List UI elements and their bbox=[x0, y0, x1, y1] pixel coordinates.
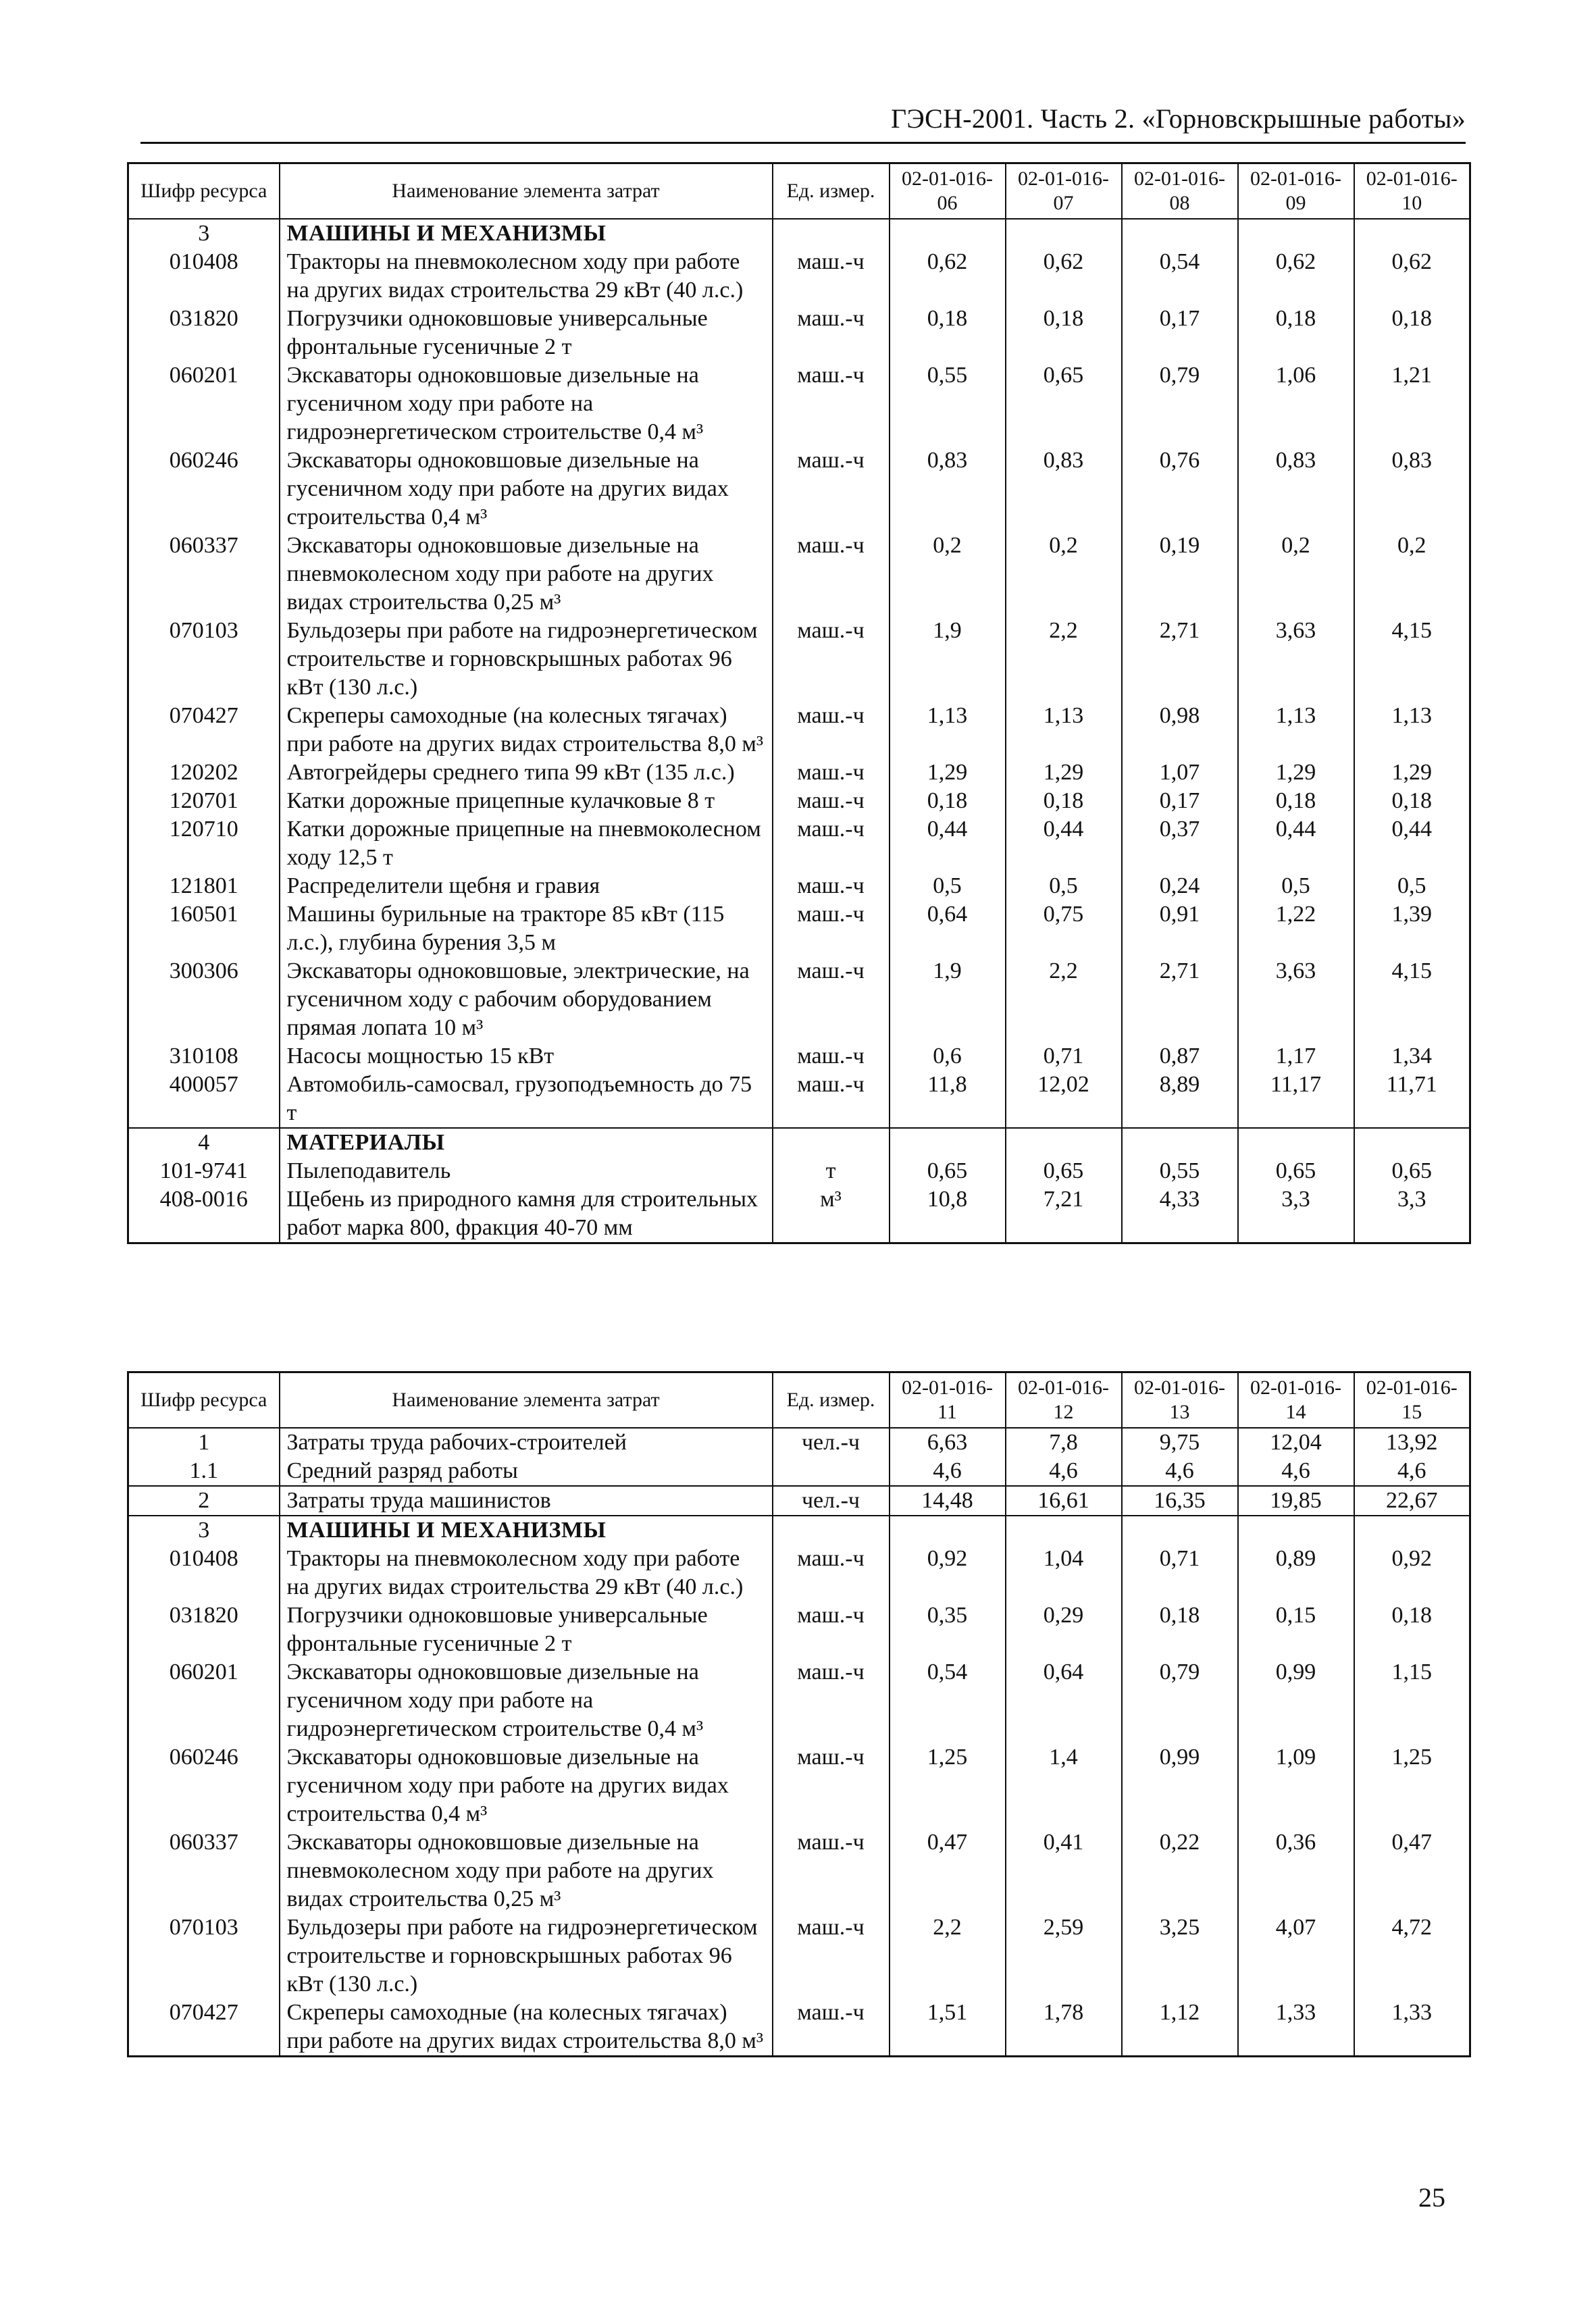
norm-value: 22,67 bbox=[1354, 1486, 1470, 1516]
table-row bbox=[128, 1828, 1470, 1913]
norm-value: 0,98 bbox=[1122, 702, 1238, 759]
norm-value: 0,18 bbox=[1238, 305, 1354, 361]
unit-of-measure: маш.-ч bbox=[773, 702, 890, 759]
norm-value: 1,13 bbox=[1006, 702, 1122, 759]
resource-code: 070103 bbox=[128, 617, 280, 702]
norm-value: 0,18 bbox=[1122, 1601, 1238, 1658]
unit-of-measure: чел.-ч bbox=[773, 1428, 890, 1457]
norm-value: 0,62 bbox=[1354, 248, 1470, 305]
resource-code: 060246 bbox=[128, 1743, 280, 1828]
unit-of-measure: м³ bbox=[773, 1185, 890, 1243]
norm-value: 1,06 bbox=[1238, 361, 1354, 446]
norm-value: 0,83 bbox=[1238, 446, 1354, 532]
norm-value: 0,17 bbox=[1122, 787, 1238, 815]
norm-value: 0,91 bbox=[1122, 900, 1238, 957]
norm-value bbox=[1122, 219, 1238, 248]
resource-code: 120710 bbox=[128, 815, 280, 872]
norm-value: 0,2 bbox=[1238, 532, 1354, 617]
norm-value: 0,44 bbox=[1006, 815, 1122, 872]
norm-value: 0,79 bbox=[1122, 1658, 1238, 1743]
resource-code: 010408 bbox=[128, 1545, 280, 1601]
norm-value: 1,12 bbox=[1122, 1999, 1238, 2057]
norm-value: 1,22 bbox=[1238, 900, 1354, 957]
norm-value: 0,62 bbox=[1006, 248, 1122, 305]
norm-value: 0,79 bbox=[1122, 361, 1238, 446]
resource-code: 060246 bbox=[128, 446, 280, 532]
resource-code: 121801 bbox=[128, 872, 280, 900]
section-row bbox=[128, 1128, 1470, 1157]
norm-value: 1,33 bbox=[1238, 1999, 1354, 2057]
norm-value bbox=[1006, 1516, 1122, 1545]
norm-value bbox=[1238, 219, 1354, 248]
norm-value: 3,63 bbox=[1238, 617, 1354, 702]
norm-value bbox=[1238, 1128, 1354, 1157]
norm-value: 1,51 bbox=[890, 1999, 1006, 2057]
norm-value: 0,89 bbox=[1238, 1545, 1354, 1601]
cost-element-name: МАТЕРИАЛЫ bbox=[280, 1128, 773, 1157]
header-col-5: 02-01-016-10 bbox=[1354, 163, 1470, 220]
norm-value: 16,61 bbox=[1006, 1486, 1122, 1516]
norm-value: 0,55 bbox=[890, 361, 1006, 446]
norm-value: 0,47 bbox=[1354, 1828, 1470, 1913]
unit-of-measure: маш.-ч bbox=[773, 957, 890, 1042]
table-row bbox=[128, 1428, 1470, 1457]
unit-of-measure: маш.-ч bbox=[773, 900, 890, 957]
table-row bbox=[128, 1999, 1470, 2057]
unit-of-measure bbox=[773, 1128, 890, 1157]
norm-value: 11,8 bbox=[890, 1071, 1006, 1128]
cost-element-name: Погрузчики одноковшовые универсальные фронтальные гусеничные 2 т bbox=[280, 305, 773, 361]
cost-element-name: Катки дорожные прицепные кулачковые 8 т bbox=[280, 787, 773, 815]
norm-value: 0,55 bbox=[1122, 1157, 1238, 1185]
norm-value: 0,44 bbox=[1354, 815, 1470, 872]
resource-code: 1.1 bbox=[128, 1457, 280, 1486]
cost-element-name: Экскаваторы одноковшовые дизельные на гусеничном ходу при работе на других видах строительства 0,4 м³ bbox=[280, 446, 773, 532]
norm-value: 0,15 bbox=[1238, 1601, 1354, 1658]
norm-value: 0,54 bbox=[890, 1658, 1006, 1743]
cost-element-name: Экскаваторы одноковшовые дизельные на гусеничном ходу при работе на гидроэнергетическом строительстве 0,4 м³ bbox=[280, 361, 773, 446]
norm-value: 1,33 bbox=[1354, 1999, 1470, 2057]
norm-value: 1,15 bbox=[1354, 1658, 1470, 1743]
norm-value: 0,6 bbox=[890, 1042, 1006, 1071]
cost-element-name: Экскаваторы одноковшовые дизельные на гусеничном ходу при работе на гидроэнергетическом строительстве 0,4 м³ bbox=[280, 1658, 773, 1743]
norm-value bbox=[1006, 219, 1122, 248]
resource-code: 400057 bbox=[128, 1071, 280, 1128]
norm-value: 1,13 bbox=[1238, 702, 1354, 759]
norm-value bbox=[1122, 1516, 1238, 1545]
cost-element-name: Экскаваторы одноковшовые, электрические, на гусеничном ходу с рабочим оборудованием прямая лопата 10 м³ bbox=[280, 957, 773, 1042]
resource-code: 120202 bbox=[128, 759, 280, 787]
table-row bbox=[128, 532, 1470, 617]
unit-of-measure: маш.-ч bbox=[773, 1071, 890, 1128]
norm-value: 4,6 bbox=[1122, 1457, 1238, 1486]
header-name: Наименование элемента затрат bbox=[280, 163, 773, 220]
norm-value: 0,18 bbox=[1006, 305, 1122, 361]
table-row bbox=[128, 305, 1470, 361]
cost-element-name: Экскаваторы одноковшовые дизельные на пневмоколесном ходу при работе на других видах строительства 0,25 м³ bbox=[280, 1828, 773, 1913]
unit-of-measure: маш.-ч bbox=[773, 872, 890, 900]
table-row bbox=[128, 1601, 1470, 1658]
norm-value: 10,8 bbox=[890, 1185, 1006, 1243]
norm-value: 1,9 bbox=[890, 957, 1006, 1042]
norms-table-2 bbox=[127, 1371, 1471, 2057]
norm-value bbox=[1006, 1128, 1122, 1157]
resource-code: 2 bbox=[128, 1486, 280, 1516]
table-row bbox=[128, 787, 1470, 815]
table-row bbox=[128, 1157, 1470, 1185]
unit-of-measure: маш.-ч bbox=[773, 617, 890, 702]
unit-of-measure: маш.-ч bbox=[773, 815, 890, 872]
table-body bbox=[128, 219, 1470, 1243]
cost-element-name: Скреперы самоходные (на колесных тягачах) при работе на других видах строительства 8,0 м³ bbox=[280, 1999, 773, 2057]
cost-element-name: Автогрейдеры среднего типа 99 кВт (135 л.с.) bbox=[280, 759, 773, 787]
table-header-row bbox=[128, 1372, 1470, 1429]
resource-code: 408-0016 bbox=[128, 1185, 280, 1243]
unit-of-measure: чел.-ч bbox=[773, 1486, 890, 1516]
norm-value: 0,92 bbox=[1354, 1545, 1470, 1601]
norm-value: 1,29 bbox=[1354, 759, 1470, 787]
norm-value: 2,2 bbox=[1006, 617, 1122, 702]
unit-of-measure: маш.-ч bbox=[773, 1601, 890, 1658]
norm-value: 1,25 bbox=[890, 1743, 1006, 1828]
norm-value: 0,18 bbox=[890, 787, 1006, 815]
cost-element-name: Щебень из природного камня для строительных работ марка 800, фракция 40-70 мм bbox=[280, 1185, 773, 1243]
cost-element-name: Затраты труда рабочих-строителей bbox=[280, 1428, 773, 1457]
norm-value: 0,83 bbox=[1354, 446, 1470, 532]
resource-code: 070103 bbox=[128, 1913, 280, 1999]
norm-value: 0,18 bbox=[1006, 787, 1122, 815]
resource-code: 120701 bbox=[128, 787, 280, 815]
norm-value: 4,15 bbox=[1354, 957, 1470, 1042]
header-unit: Ед. измер. bbox=[773, 1372, 890, 1429]
norm-value: 0,22 bbox=[1122, 1828, 1238, 1913]
table-row bbox=[128, 1071, 1470, 1128]
norm-value: 6,63 bbox=[890, 1428, 1006, 1457]
cost-element-name: Средний разряд работы bbox=[280, 1457, 773, 1486]
norm-value bbox=[1122, 1128, 1238, 1157]
running-header: ГЭСН-2001. Часть 2. «Горновскрышные работы» bbox=[890, 103, 1466, 134]
norm-value: 0,99 bbox=[1122, 1743, 1238, 1828]
norm-value bbox=[890, 1516, 1006, 1545]
norm-value: 12,02 bbox=[1006, 1071, 1122, 1128]
norm-value: 0,47 bbox=[890, 1828, 1006, 1913]
norm-value: 0,41 bbox=[1006, 1828, 1122, 1913]
norm-value: 0,24 bbox=[1122, 872, 1238, 900]
unit-of-measure: маш.-ч bbox=[773, 1999, 890, 2057]
header-col-3: 02-01-016-13 bbox=[1122, 1372, 1238, 1429]
unit-of-measure bbox=[773, 219, 890, 248]
norm-value: 4,33 bbox=[1122, 1185, 1238, 1243]
norm-value: 0,2 bbox=[1006, 532, 1122, 617]
resource-code: 070427 bbox=[128, 702, 280, 759]
norm-value: 0,54 bbox=[1122, 248, 1238, 305]
table-row bbox=[128, 702, 1470, 759]
norm-value: 1,25 bbox=[1354, 1743, 1470, 1828]
resource-code: 031820 bbox=[128, 305, 280, 361]
cost-element-name: Насосы мощностью 15 кВт bbox=[280, 1042, 773, 1071]
header-unit: Ед. измер. bbox=[773, 163, 890, 220]
unit-of-measure: маш.-ч bbox=[773, 1658, 890, 1743]
norm-value: 0,18 bbox=[890, 305, 1006, 361]
norm-value: 0,29 bbox=[1006, 1601, 1122, 1658]
page-number: 25 bbox=[1418, 2182, 1445, 2213]
header-code: Шифр ресурса bbox=[128, 163, 280, 220]
resource-code: 4 bbox=[128, 1128, 280, 1157]
norm-value: 1,17 bbox=[1238, 1042, 1354, 1071]
cost-element-name: Тракторы на пневмоколесном ходу при работе на других видах строительства 29 кВт (40 л.с.) bbox=[280, 248, 773, 305]
norm-value: 4,15 bbox=[1354, 617, 1470, 702]
unit-of-measure bbox=[773, 1516, 890, 1545]
norm-value: 11,71 bbox=[1354, 1071, 1470, 1128]
header-code: Шифр ресурса bbox=[128, 1372, 280, 1429]
norm-value: 2,71 bbox=[1122, 957, 1238, 1042]
table-row bbox=[128, 361, 1470, 446]
norm-value: 9,75 bbox=[1122, 1428, 1238, 1457]
cost-element-name: Погрузчики одноковшовые универсальные фронтальные гусеничные 2 т bbox=[280, 1601, 773, 1658]
header-rule bbox=[140, 142, 1466, 144]
header-col-4: 02-01-016-14 bbox=[1238, 1372, 1354, 1429]
table-header-row bbox=[128, 163, 1470, 220]
norm-value: 3,3 bbox=[1238, 1185, 1354, 1243]
unit-of-measure: маш.-ч bbox=[773, 787, 890, 815]
cost-element-name: Автомобиль-самосвал, грузоподъемность до 75 т bbox=[280, 1071, 773, 1128]
norm-value: 12,04 bbox=[1238, 1428, 1354, 1457]
norm-value: 0,71 bbox=[1122, 1545, 1238, 1601]
table-row bbox=[128, 759, 1470, 787]
norm-value: 13,92 bbox=[1354, 1428, 1470, 1457]
norm-value: 0,75 bbox=[1006, 900, 1122, 957]
norm-value: 0,2 bbox=[890, 532, 1006, 617]
norm-value: 1,29 bbox=[890, 759, 1006, 787]
norm-value: 0,5 bbox=[1006, 872, 1122, 900]
norm-value: 0,5 bbox=[890, 872, 1006, 900]
norm-value: 1,34 bbox=[1354, 1042, 1470, 1071]
unit-of-measure: маш.-ч bbox=[773, 361, 890, 446]
norm-value: 2,71 bbox=[1122, 617, 1238, 702]
norm-value bbox=[890, 219, 1006, 248]
norm-value: 1,09 bbox=[1238, 1743, 1354, 1828]
norm-value: 0,35 bbox=[890, 1601, 1006, 1658]
cost-element-name: МАШИНЫ И МЕХАНИЗМЫ bbox=[280, 219, 773, 248]
norm-value: 3,3 bbox=[1354, 1185, 1470, 1243]
norm-value: 0,44 bbox=[890, 815, 1006, 872]
table-row bbox=[128, 1913, 1470, 1999]
norm-value: 0,18 bbox=[1354, 1601, 1470, 1658]
norm-value: 0,92 bbox=[890, 1545, 1006, 1601]
unit-of-measure: маш.-ч bbox=[773, 1913, 890, 1999]
norm-value: 0,64 bbox=[890, 900, 1006, 957]
header-name: Наименование элемента затрат bbox=[280, 1372, 773, 1429]
resource-code: 160501 bbox=[128, 900, 280, 957]
norm-value: 0,65 bbox=[1006, 361, 1122, 446]
norm-value: 7,8 bbox=[1006, 1428, 1122, 1457]
unit-of-measure: маш.-ч bbox=[773, 248, 890, 305]
norm-value: 1,39 bbox=[1354, 900, 1470, 957]
norm-value: 0,76 bbox=[1122, 446, 1238, 532]
header-col-2: 02-01-016-07 bbox=[1006, 163, 1122, 220]
norm-value: 3,25 bbox=[1122, 1913, 1238, 1999]
table-row bbox=[128, 1658, 1470, 1743]
table-row bbox=[128, 1457, 1470, 1486]
table-row bbox=[128, 248, 1470, 305]
unit-of-measure: маш.-ч bbox=[773, 759, 890, 787]
table-row bbox=[128, 815, 1470, 872]
norm-value: 0,62 bbox=[890, 248, 1006, 305]
resource-code: 060337 bbox=[128, 532, 280, 617]
norm-value: 4,07 bbox=[1238, 1913, 1354, 1999]
norm-value: 0,44 bbox=[1238, 815, 1354, 872]
table-row bbox=[128, 900, 1470, 957]
unit-of-measure: маш.-ч bbox=[773, 1545, 890, 1601]
norm-value: 3,63 bbox=[1238, 957, 1354, 1042]
cost-element-name: Распределители щебня и гравия bbox=[280, 872, 773, 900]
table-row bbox=[128, 1185, 1470, 1243]
resource-code: 060337 bbox=[128, 1828, 280, 1913]
resource-code: 060201 bbox=[128, 1658, 280, 1743]
norm-value: 0,87 bbox=[1122, 1042, 1238, 1071]
table-row bbox=[128, 1042, 1470, 1071]
norm-value: 19,85 bbox=[1238, 1486, 1354, 1516]
norm-value: 4,72 bbox=[1354, 1913, 1470, 1999]
table-body bbox=[128, 1428, 1470, 2057]
norm-value: 0,5 bbox=[1354, 872, 1470, 900]
table-row bbox=[128, 957, 1470, 1042]
table-row bbox=[128, 617, 1470, 702]
norm-value: 0,64 bbox=[1006, 1658, 1122, 1743]
cost-element-name: Экскаваторы одноковшовые дизельные на пневмоколесном ходу при работе на других видах строительства 0,25 м³ bbox=[280, 532, 773, 617]
norm-value: 0,83 bbox=[890, 446, 1006, 532]
resource-code: 300306 bbox=[128, 957, 280, 1042]
norm-value: 0,62 bbox=[1238, 248, 1354, 305]
norm-value: 4,6 bbox=[1238, 1457, 1354, 1486]
norm-value: 1,07 bbox=[1122, 759, 1238, 787]
norm-value: 0,65 bbox=[890, 1157, 1006, 1185]
table-row bbox=[128, 446, 1470, 532]
table-row bbox=[128, 1545, 1470, 1601]
cost-element-name: Катки дорожные прицепные на пневмоколесном ходу 12,5 т bbox=[280, 815, 773, 872]
header-col-2: 02-01-016-12 bbox=[1006, 1372, 1122, 1429]
cost-element-name: Тракторы на пневмоколесном ходу при работе на других видах строительства 29 кВт (40 л.с.) bbox=[280, 1545, 773, 1601]
resource-code: 3 bbox=[128, 219, 280, 248]
norm-value: 11,17 bbox=[1238, 1071, 1354, 1128]
norm-value: 0,18 bbox=[1354, 305, 1470, 361]
header-col-5: 02-01-016-15 bbox=[1354, 1372, 1470, 1429]
unit-of-measure bbox=[773, 1457, 890, 1486]
norm-value: 16,35 bbox=[1122, 1486, 1238, 1516]
norm-value bbox=[1354, 1128, 1470, 1157]
norm-value: 1,78 bbox=[1006, 1999, 1122, 2057]
norm-value: 4,6 bbox=[1354, 1457, 1470, 1486]
norm-value: 0,71 bbox=[1006, 1042, 1122, 1071]
section-row bbox=[128, 219, 1470, 248]
unit-of-measure: маш.-ч bbox=[773, 1042, 890, 1071]
norm-value: 8,89 bbox=[1122, 1071, 1238, 1128]
resource-code: 310108 bbox=[128, 1042, 280, 1071]
resource-code: 3 bbox=[128, 1516, 280, 1545]
section-row bbox=[128, 1516, 1470, 1545]
norm-value: 2,59 bbox=[1006, 1913, 1122, 1999]
cost-element-name: Пылеподавитель bbox=[280, 1157, 773, 1185]
unit-of-measure: маш.-ч bbox=[773, 1828, 890, 1913]
norm-value bbox=[1354, 219, 1470, 248]
header-col-1: 02-01-016-06 bbox=[890, 163, 1006, 220]
norm-value: 1,9 bbox=[890, 617, 1006, 702]
resource-code: 060201 bbox=[128, 361, 280, 446]
table-row bbox=[128, 872, 1470, 900]
norm-value: 1,21 bbox=[1354, 361, 1470, 446]
norm-value: 1,13 bbox=[890, 702, 1006, 759]
norm-value: 0,18 bbox=[1354, 787, 1470, 815]
norm-value: 4,6 bbox=[1006, 1457, 1122, 1486]
norm-value: 1,04 bbox=[1006, 1545, 1122, 1601]
norm-value bbox=[1354, 1516, 1470, 1545]
resource-code: 031820 bbox=[128, 1601, 280, 1658]
norm-value: 1,13 bbox=[1354, 702, 1470, 759]
norm-value: 0,17 bbox=[1122, 305, 1238, 361]
norm-value: 2,2 bbox=[1006, 957, 1122, 1042]
table-row bbox=[128, 1486, 1470, 1516]
header-col-4: 02-01-016-09 bbox=[1238, 163, 1354, 220]
norm-value: 0,18 bbox=[1238, 787, 1354, 815]
norm-value: 0,65 bbox=[1006, 1157, 1122, 1185]
table-row bbox=[128, 1743, 1470, 1828]
norm-value: 1,29 bbox=[1238, 759, 1354, 787]
norm-value: 0,83 bbox=[1006, 446, 1122, 532]
resource-code: 1 bbox=[128, 1428, 280, 1457]
cost-element-name: Машины бурильные на тракторе 85 кВт (115 л.с.), глубина бурения 3,5 м bbox=[280, 900, 773, 957]
norm-value: 0,65 bbox=[1238, 1157, 1354, 1185]
norms-table-1 bbox=[127, 162, 1471, 1244]
norm-value: 0,99 bbox=[1238, 1658, 1354, 1743]
norm-value: 0,36 bbox=[1238, 1828, 1354, 1913]
norm-value: 0,65 bbox=[1354, 1157, 1470, 1185]
cost-element-name: Бульдозеры при работе на гидроэнергетическом строительстве и горновскрышных работах 96 кВт (130 л.с.) bbox=[280, 1913, 773, 1999]
norm-value: 1,4 bbox=[1006, 1743, 1122, 1828]
unit-of-measure: маш.-ч bbox=[773, 305, 890, 361]
norm-value: 1,29 bbox=[1006, 759, 1122, 787]
header-col-3: 02-01-016-08 bbox=[1122, 163, 1238, 220]
norm-value: 14,48 bbox=[890, 1486, 1006, 1516]
norm-value: 0,5 bbox=[1238, 872, 1354, 900]
resource-code: 101-9741 bbox=[128, 1157, 280, 1185]
norm-value: 0,2 bbox=[1354, 532, 1470, 617]
resource-code: 010408 bbox=[128, 248, 280, 305]
norm-value bbox=[890, 1128, 1006, 1157]
header-col-1: 02-01-016-11 bbox=[890, 1372, 1006, 1429]
norm-value: 0,19 bbox=[1122, 532, 1238, 617]
cost-element-name: Экскаваторы одноковшовые дизельные на гусеничном ходу при работе на других видах строительства 0,4 м³ bbox=[280, 1743, 773, 1828]
cost-element-name: Скреперы самоходные (на колесных тягачах) при работе на других видах строительства 8,0 м³ bbox=[280, 702, 773, 759]
cost-element-name: Затраты труда машинистов bbox=[280, 1486, 773, 1516]
norm-value: 0,37 bbox=[1122, 815, 1238, 872]
resource-code: 070427 bbox=[128, 1999, 280, 2057]
norm-value: 4,6 bbox=[890, 1457, 1006, 1486]
cost-element-name: Бульдозеры при работе на гидроэнергетическом строительстве и горновскрышных работах 96 кВт (130 л.с.) bbox=[280, 617, 773, 702]
norm-value: 2,2 bbox=[890, 1913, 1006, 1999]
norm-value: 7,21 bbox=[1006, 1185, 1122, 1243]
cost-element-name: МАШИНЫ И МЕХАНИЗМЫ bbox=[280, 1516, 773, 1545]
unit-of-measure: маш.-ч bbox=[773, 1743, 890, 1828]
norm-value bbox=[1238, 1516, 1354, 1545]
unit-of-measure: маш.-ч bbox=[773, 446, 890, 532]
unit-of-measure: т bbox=[773, 1157, 890, 1185]
unit-of-measure: маш.-ч bbox=[773, 532, 890, 617]
